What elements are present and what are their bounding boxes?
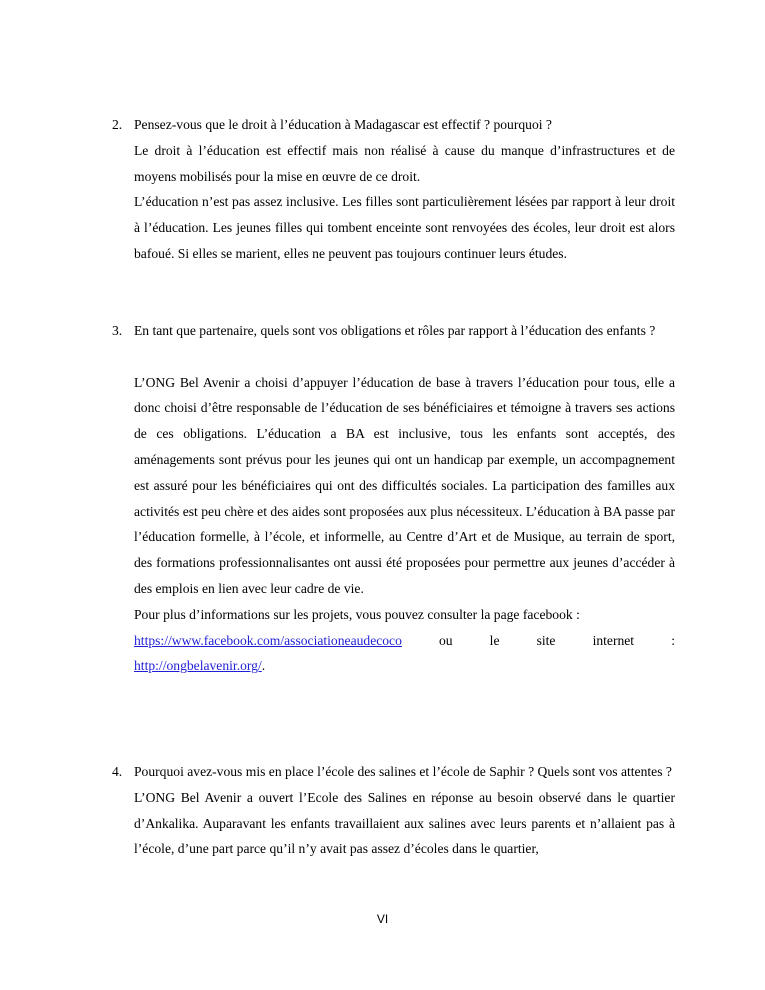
answer-paragraph: Le droit à l’éducation est effectif mais non réalisé à cause du manque d’infrastructures et de moyens mobilisés pour la mise en œuvre de ce droit.	[134, 142, 675, 184]
question-2-block	[112, 112, 675, 267]
link-connector-colon: :	[671, 632, 675, 648]
question-3-block	[112, 318, 675, 679]
answer-paragraph: Pour plus d’informations sur les projets, vous pouvez consulter la page facebook :	[134, 606, 580, 622]
answer-paragraph: L’ONG Bel Avenir a choisi d’appuyer l’éducation de base à travers l’éducation pour tous, elle a donc choisi d’être responsable de l’éducation de ses bénéficiaires et témoigne à travers ses actions de ces obligations. L’éducation a BA est inclusive, tous les enfants sont acceptés, des aménagements sont prévus pour les jeunes qui ont un handicap par exemple, un accompagnement est assuré pour les bénéficiaires qui ont des difficultés sociales. La participation des familles aux activités est peu chère et des aides sont proposées aux plus nécessiteux. L’éducation à BA passe par l’éducation formelle, à l’école, et informelle, au Centre d’Art et de Musique, au terrain de sport, des formations professionnalisantes ont aussi été proposées pour permettre aux jeunes d’accéder à des emplois en lien avec leur cadre de vie.	[134, 374, 675, 596]
link-row	[134, 628, 675, 654]
link-connector-word: internet	[592, 632, 635, 648]
link-connector-word: le	[489, 632, 500, 648]
answer-paragraph: L’éducation n’est pas assez inclusive. Les filles sont particulièrement lésées par rapport à leur droit à l’éducation. Les jeunes filles qui tombent enceinte sont renvoyées des écoles, leur droit est alors bafoué. Si elles se marient, elles ne peuvent pas toujours continuer leurs études.	[134, 194, 675, 261]
answer-paragraph: L’ONG Bel Avenir a ouvert l’Ecole des Salines en réponse au besoin observé dans le quartier d’Ankalika. Auparavant les enfants travaillaient aux salines avec leurs parents et n’allaient pas à l’école, d’une part parce qu’il n’y avait pas assez d’écoles dans le quartier,	[134, 789, 675, 857]
link-connector-word: site	[536, 632, 556, 648]
question-4-block	[112, 759, 675, 862]
website-link[interactable]: http://ongbelavenir.org/	[134, 658, 262, 674]
question-number: 3.	[112, 323, 123, 338]
facebook-link[interactable]: https://www.facebook.com/associationeaudecoco	[134, 632, 402, 648]
question-text: Pensez-vous que le droit à l’éducation à Madagascar est effectif ? pourquoi ?	[134, 117, 552, 132]
website-line	[134, 653, 675, 679]
link-connector-word: ou	[438, 632, 453, 648]
question-number: 4.	[112, 764, 123, 779]
question-number: 2.	[112, 117, 123, 132]
question-text: En tant que partenaire, quels sont vos obligations et rôles par rapport à l’éducation des enfants ?	[134, 323, 656, 338]
trailing-period: .	[261, 658, 266, 674]
question-text: Pourquoi avez-vous mis en place l’école des salines et l’école de Saphir ? Quels sont vos attentes ?	[134, 764, 672, 779]
page-number: VI	[376, 912, 389, 926]
